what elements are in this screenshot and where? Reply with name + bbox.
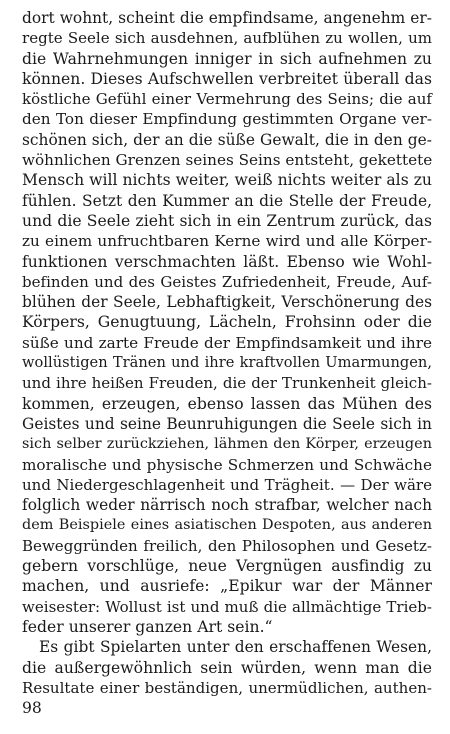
text-line: fühlen. Setzt den Kummer an die Stelle der Freude,	[22, 191, 432, 210]
text-line: die außergewöhnlich sein würden, wenn man die	[22, 658, 432, 677]
text-line: moralische und physische Schmerzen und Schwäche	[22, 455, 432, 474]
text-line: Mensch will nichts weiter, weiß nichts weiter als zu	[22, 171, 432, 190]
text-line: weisester: Wollust ist und muß die allmächtige Trieb-	[22, 597, 432, 616]
paragraph-1	[22, 8, 432, 637]
text-line: funktionen verschmachten läßt. Ebenso wie Wohl-	[22, 252, 432, 271]
text-line: regte Seele sich ausdehnen, aufblühen zu wollen, um	[22, 29, 432, 48]
text-line: schönen sich, der an die süße Gewalt, die in den ge-	[22, 130, 432, 149]
text-line: Es gibt Spielarten unter den erschaffenen Wesen,	[39, 638, 432, 657]
text-line: den Ton dieser Empfindung gestimmten Organe ver-	[22, 110, 432, 129]
text-line: Körpers, Genugtuung, Lächeln, Frohsinn oder die	[22, 313, 432, 332]
text-line: machen, und ausriefe: „Epikur war der Männer	[22, 577, 432, 596]
text-line: Resultate einer beständigen, unermüdlichen, authen-	[22, 678, 432, 697]
text-line: Beweggründen freilich, den Philosophen und Gesetz-	[22, 536, 432, 555]
text-line: wollüstigen Tränen und ihre kraftvollen Umarmungen,	[22, 354, 432, 372]
text-line: und Niedergeschlagenheit und Trägheit. — Der wäre	[22, 475, 432, 494]
text-line: feder unserer ganzen Art sein.“	[22, 617, 273, 636]
document-page	[22, 8, 432, 698]
text-line: und ihre heißen Freuden, die der Trunkenheit gleich-	[22, 374, 432, 393]
page-number: 98	[22, 699, 42, 717]
text-line: blühen der Seele, Lebhaftigkeit, Verschönerung des	[22, 293, 432, 312]
text-line: kommen, erzeugen, ebenso lassen das Mühen des	[22, 394, 432, 413]
text-line: dem Beispiele eines asiatischen Despoten, aus anderen	[22, 517, 432, 534]
text-line: und die Seele zieht sich in ein Zentrum zurück, das	[22, 211, 432, 230]
text-line: süße und zarte Freude der Empfindsamkeit und ihre	[22, 333, 432, 352]
text-line: dort wohnt, scheint die empfindsame, angenehm er-	[22, 9, 432, 27]
text-line: gebern vorschlüge, neue Vergnügen ausfindig zu	[22, 557, 432, 576]
paragraph-2	[22, 637, 432, 698]
text-line: die Wahrnehmungen inniger in sich aufnehmen zu	[22, 49, 432, 68]
text-line: köstliche Gefühl einer Vermehrung des Seins; die auf	[22, 90, 432, 109]
text-line: wöhnlichen Grenzen seines Seins entsteht, gekettete	[22, 151, 433, 170]
text-line: zu einem unfruchtbaren Kerne wird und alle Körper-	[22, 232, 432, 251]
text-line: folglich weder närrisch noch strafbar, welcher nach	[22, 496, 432, 515]
text-line: sich selber zurückziehen, lähmen den Körper, erzeugen	[22, 436, 432, 453]
text-line: können. Dieses Aufschwellen verbreitet überall das	[22, 69, 432, 88]
text-line: befinden und des Geistes Zufriedenheit, Freude, Auf-	[22, 272, 432, 291]
text-line: Geistes und seine Beunruhigungen die Seele sich in	[22, 414, 432, 433]
